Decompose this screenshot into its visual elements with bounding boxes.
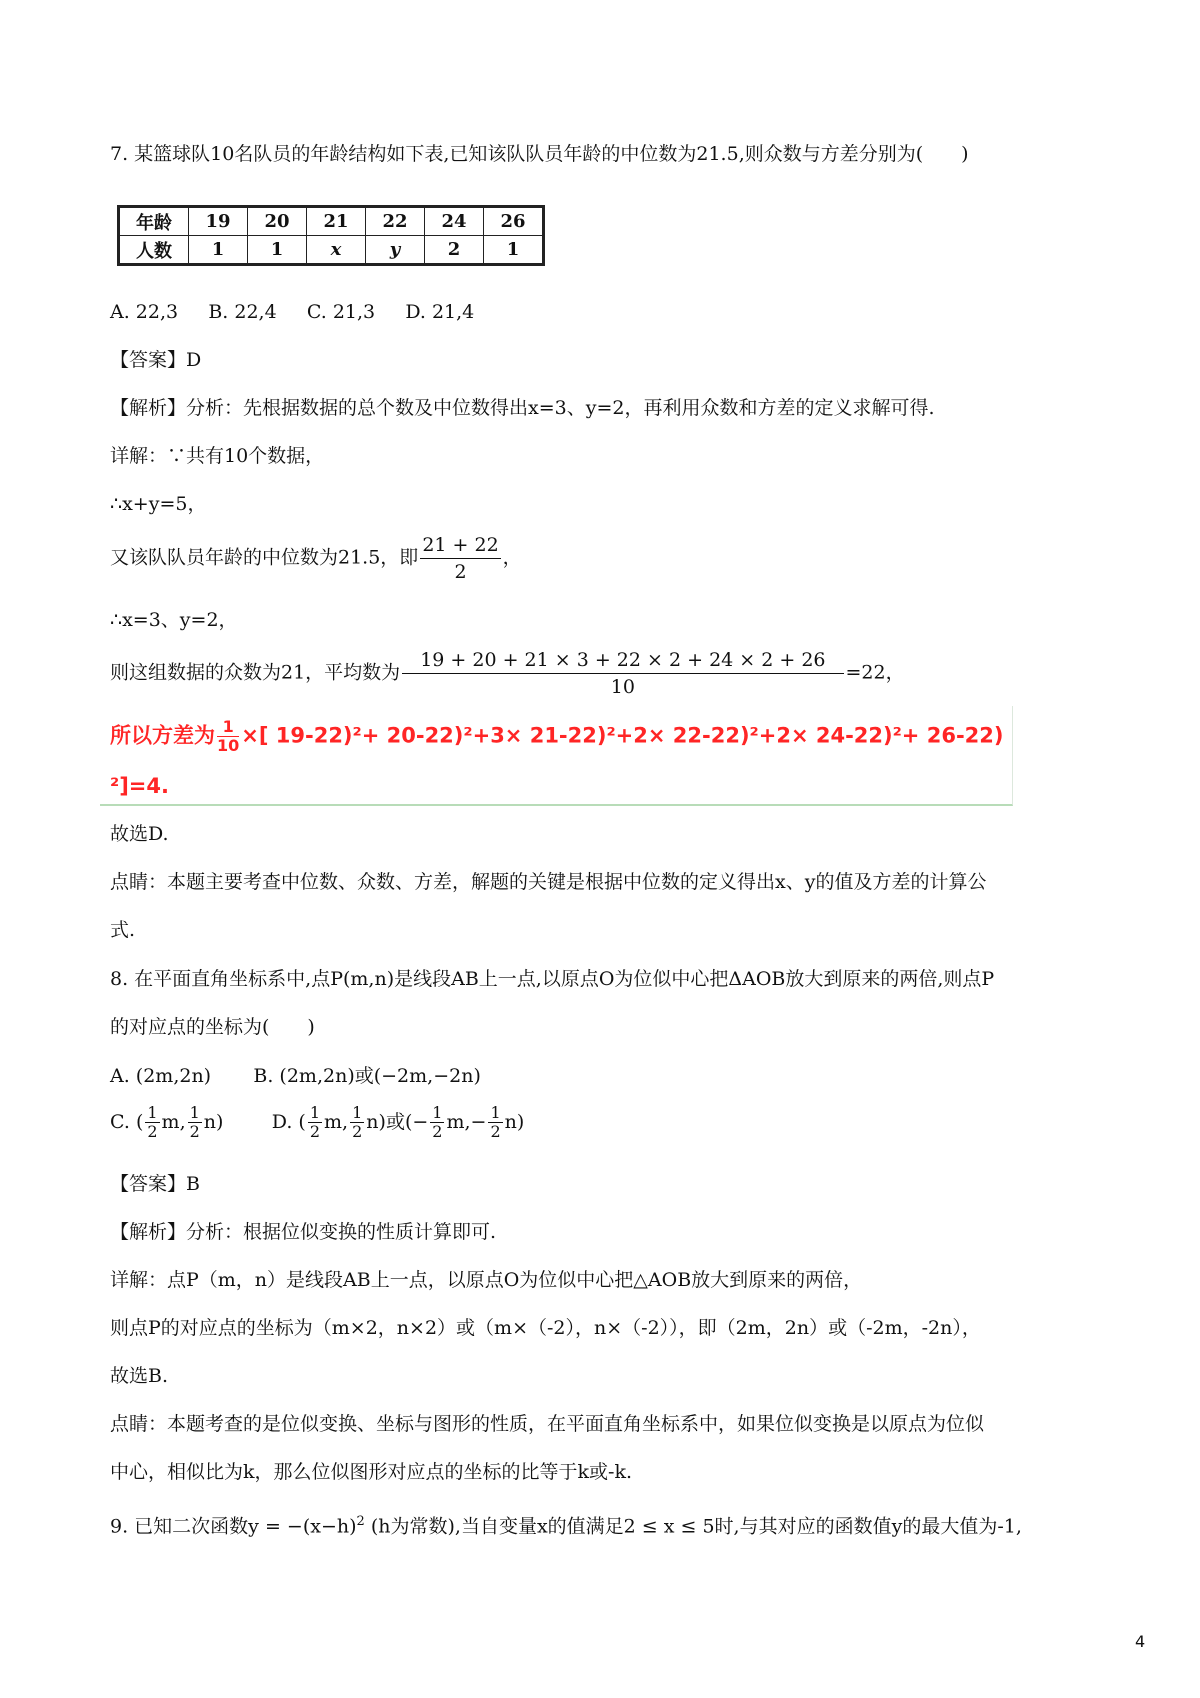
n-term: n) [203,1110,224,1133]
age-table-cell: 人数 [119,236,189,265]
fraction-numerator: 1 [189,1103,200,1122]
age-table [117,205,545,266]
age-table-cell: 20 [248,207,307,236]
half-fraction [188,1104,202,1141]
q7-detail-1: 详解：∵共有10个数据， [110,445,325,467]
fraction-denominator: 2 [189,1122,200,1141]
median-fraction [420,535,500,582]
fraction-numerator: 1 [147,1103,158,1122]
fraction-denominator: 2 [432,1122,443,1141]
option-label: C. ( [110,1110,144,1133]
q9-formula-exponent: 2 [356,1514,365,1529]
n-term: n) [504,1110,525,1133]
fraction-numerator: 19 + 20 + 21 × 3 + 22 × 2 + 24 × 2 + 26 [402,650,843,674]
fraction-numerator: 1 [490,1103,501,1122]
q7-options [110,300,474,324]
fraction-numerator: 1 [309,1103,321,1122]
page-number: 4 [1135,1632,1146,1651]
mean-fraction [402,650,843,697]
age-table-header-row [119,207,544,236]
q7-detail-5 [110,650,905,697]
age-table-cell: x [307,236,366,265]
variance-expression: ×[ 19-22)²+ 20-22)²+3× 21-22)²+2× 22-22)²+2× 24-22)²+ 26-22) [241,723,1004,748]
age-table-cell: 1 [248,236,307,265]
fraction-denominator: 10 [217,736,240,755]
fraction-denominator: 2 [309,1122,321,1141]
q7-comment-1: 点睛：本题主要考查中位数、众数、方差，解题的关键是根据中位数的定义得出x、y的值及方差的计算公 [110,871,987,893]
age-table-cell: 19 [189,207,248,236]
fraction-denominator: 2 [490,1122,501,1141]
q7-option-c: C. 21,3 [306,301,376,323]
q8-stem-2: 的对应点的坐标为( ) [110,1016,315,1038]
q7-detail-3 [110,535,522,582]
q8-option-b: B. (2m,2n)或(−2m,−2n) [253,1065,481,1087]
age-table-count-row [119,236,544,265]
fraction-denominator: 2 [352,1122,363,1141]
m-term: m, [161,1110,186,1133]
half-fraction [488,1104,502,1141]
q7-choose: 故选D. [110,823,169,845]
q7-comment-2: 式. [110,919,136,941]
q8-answer: 【答案】B [110,1173,200,1195]
q9-stem-tail: (h为常数),当自变量x的值满足2 ≤ x ≤ 5时,与其对应的函数值y的最大值为-1, [364,1515,1022,1538]
variance-line-1 [110,718,1003,755]
age-table-cell: 22 [366,207,425,236]
q8-stem-1: 8. 在平面直角坐标系中,点P(m,n)是线段AB上一点,以原点O为位似中心把ΔAOB放大到原来的两倍,则点P [110,968,995,990]
q8-option-a: A. (2m,2n) [110,1065,212,1087]
q7-detail-4: ∴x=3、y=2， [110,609,238,631]
variance-fraction [217,718,239,755]
q8-detail-2: 则点P的对应点的坐标为（m×2，n×2）或（m×（-2），n×（-2）），即（2m，2n）或（-2m，-2n）， [110,1317,981,1339]
option-label: D. ( [271,1110,306,1133]
q7-detail-3-tail: ， [502,546,522,569]
q8-detail-1: 详解：点P（m，n）是线段AB上一点，以原点O为位似中心把△AOB放大到原来的两倍， [110,1269,863,1291]
age-table-cell: 24 [425,207,484,236]
q9-formula: y = −(x−h) [248,1515,357,1538]
n-term: n) [366,1110,386,1133]
q7-detail-5-text: 则这组数据的众数为21，平均数为 [110,661,401,684]
age-table-cell: 26 [484,207,544,236]
q8-comment-1: 点睛：本题考查的是位似变换、坐标与图形的性质，在平面直角坐标系中，如果位似变换是以原点为位似 [110,1413,985,1435]
fraction-numerator: 21 + 22 [420,535,500,559]
q9-stem [110,1510,1022,1538]
or-term: 或(− [385,1110,429,1133]
half-fraction [145,1104,159,1141]
variance-line-2: ²]=4. [110,774,169,798]
q7-analysis: 【解析】分析：先根据数据的总个数及中位数得出x=3、y=2，再利用众数和方差的定义求解可得. [110,397,935,419]
fraction-numerator: 1 [217,718,239,737]
age-table-cell: 21 [307,207,366,236]
half-fraction [350,1104,364,1141]
age-table-cell: 1 [484,236,544,265]
q8-options-ab [110,1064,481,1088]
age-table-cell: 年龄 [119,207,189,236]
q7-detail-2: ∴x+y=5， [110,493,207,515]
q8-option-c [110,1103,230,1141]
age-table-cell: 2 [425,236,484,265]
fraction-denominator: 10 [610,676,635,698]
q8-choose: 故选B. [110,1365,169,1387]
age-table-cell: y [366,236,425,265]
variance-text: 所以方差为 [110,723,215,748]
q7-option-a: A. 22,3 [110,301,179,323]
fraction-denominator: 2 [147,1122,158,1141]
q8-comment-2: 中心，相似比为k，那么位似图形对应点的坐标的比等于k或-k. [110,1461,633,1483]
q7-detail-3-text: 又该队队员年龄的中位数为21.5，即 [110,546,419,569]
q8-options-cd [110,1104,524,1141]
q8-analysis: 【解析】分析：根据位似变换的性质计算即可. [110,1221,497,1243]
m-term: m, [324,1110,349,1133]
q7-detail-5-tail: =22， [845,661,905,684]
fraction-numerator: 1 [352,1103,363,1122]
q7-option-b: B. 22,4 [208,301,277,323]
q7-option-d: D. 21,4 [405,301,475,323]
neg-m-term: m,− [446,1110,487,1133]
q7-stem: 7. 某篮球队10名队员的年龄结构如下表,已知该队队员年龄的中位数为21.5,则众数与方差分别为( ) [110,143,969,165]
q7-answer: 【答案】D [110,349,202,371]
q8-option-d [271,1103,525,1141]
q9-stem-text: 9. 已知二次函数 [110,1515,249,1538]
age-table-cell: 1 [189,236,248,265]
fraction-numerator: 1 [432,1103,443,1122]
fraction-denominator: 2 [454,561,467,583]
half-fraction [308,1104,322,1141]
half-fraction [430,1104,444,1141]
